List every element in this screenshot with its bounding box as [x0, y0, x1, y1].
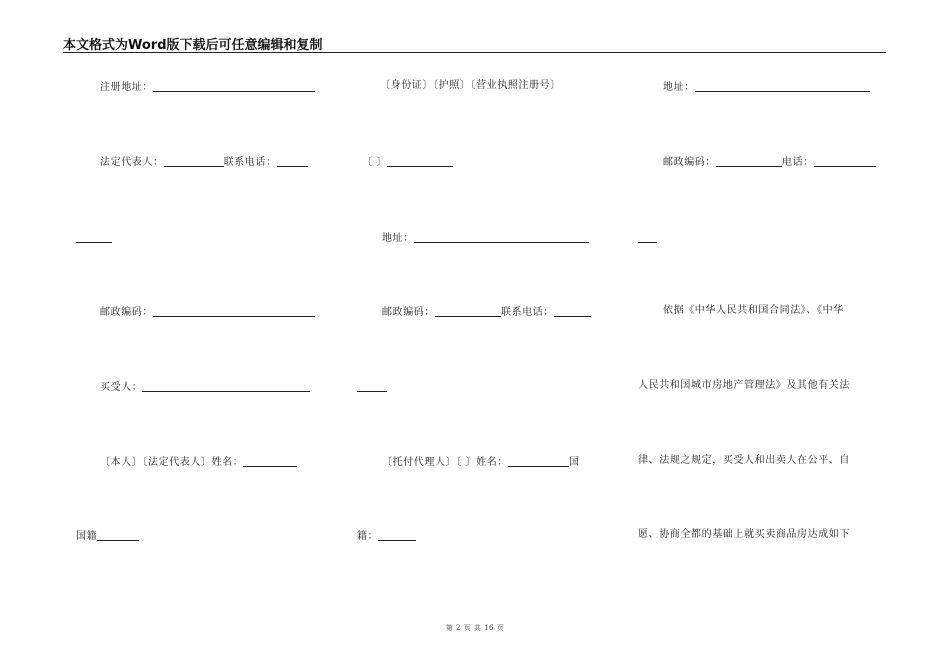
person-role-label: 〔本人〕〔法定代表人〕姓名： — [100, 457, 244, 468]
agent-line — [382, 455, 580, 469]
col2-postcode-blank — [435, 305, 501, 317]
buyer-label: 买受人： — [100, 382, 143, 393]
buyer-address-label: 地址： — [382, 233, 414, 244]
col2-phone-label: 联系电话： — [501, 307, 554, 318]
agent-label: 〔托付代理人〕〔 〕姓名： — [382, 457, 508, 468]
agent-nationality-blank — [378, 529, 416, 541]
contact-phone-label: 联系电话： — [223, 157, 277, 168]
agent-nationality-tail: 国 — [568, 457, 580, 468]
col2-postcode-line — [382, 305, 591, 319]
phone-continuation-line — [76, 231, 112, 245]
seller-postcode-line — [663, 155, 876, 169]
paragraph-line-3 — [638, 455, 850, 467]
buyer-postcode-label: 邮政编码： — [100, 307, 153, 318]
buyer-address-line — [382, 231, 589, 245]
bracket-label: 〔 〕 — [362, 157, 387, 168]
col2-phone-blank — [554, 305, 591, 317]
agent-nationality-label: 籍： — [357, 531, 379, 542]
legal-rep-blank — [164, 155, 224, 167]
reg-address-blank — [153, 80, 315, 92]
agent-nationality-line — [357, 529, 416, 543]
buyer-postcode-line — [100, 305, 315, 319]
col3-continuation-line — [638, 231, 657, 245]
contact-phone-blank — [277, 155, 308, 167]
id-docs-label: 〔身份证〕〔护照〕〔营业执照注册号〕 — [380, 80, 561, 91]
agent-name-blank — [508, 455, 569, 467]
reg-address-label: 注册地址： — [100, 82, 153, 93]
seller-address-blank — [695, 80, 870, 92]
seller-phone-label: 电话： — [782, 157, 814, 168]
buyer-line — [100, 380, 310, 394]
bracket-line — [362, 155, 453, 169]
paragraph-text-1: 依据《中华人民共和国合同法》、《中华 — [663, 305, 844, 316]
phone-continuation-blank — [76, 231, 112, 243]
seller-postcode-label: 邮政编码： — [663, 157, 716, 168]
header-rule — [63, 52, 886, 53]
reg-address-line — [100, 80, 315, 94]
page-footer: 第 2 页 共 16 页 — [445, 624, 505, 632]
legal-rep-label: 法定代表人： — [100, 157, 164, 168]
paragraph-text-2: 人民共和国城市房地产管理法》及其他有关法 — [638, 380, 850, 391]
legal-rep-line — [100, 155, 308, 169]
paragraph-text-3: 律、法规之规定，买受人和出卖人在公平、自 — [638, 455, 850, 466]
seller-postcode-blank — [716, 155, 782, 167]
buyer-address-blank — [414, 231, 589, 243]
col2-continuation-line — [357, 380, 387, 394]
paragraph-text-4: 愿、协商全都的基础上就买卖商品房达成如下 — [638, 529, 850, 540]
person-name-blank — [243, 455, 297, 467]
nationality-label: 国籍 — [76, 531, 98, 542]
id-number-blank — [387, 155, 453, 167]
seller-phone-blank — [814, 155, 876, 167]
buyer-postcode-blank — [153, 305, 315, 317]
col2-continuation-blank — [357, 380, 387, 392]
id-docs-line — [380, 80, 561, 92]
col2-postcode-label: 邮政编码： — [382, 307, 435, 318]
seller-address-line — [663, 80, 870, 94]
nationality-line — [76, 529, 139, 543]
paragraph-line-4 — [638, 529, 850, 541]
seller-address-label: 地址： — [663, 82, 695, 93]
col3-continuation-blank — [638, 231, 657, 243]
paragraph-line-1 — [663, 305, 844, 317]
page-header: 本文格式为Word版下载后可任意编辑和复制 — [63, 38, 323, 53]
nationality-blank — [97, 529, 139, 541]
paragraph-line-2 — [638, 380, 850, 392]
buyer-blank — [142, 380, 310, 392]
person-role-line — [100, 455, 297, 469]
